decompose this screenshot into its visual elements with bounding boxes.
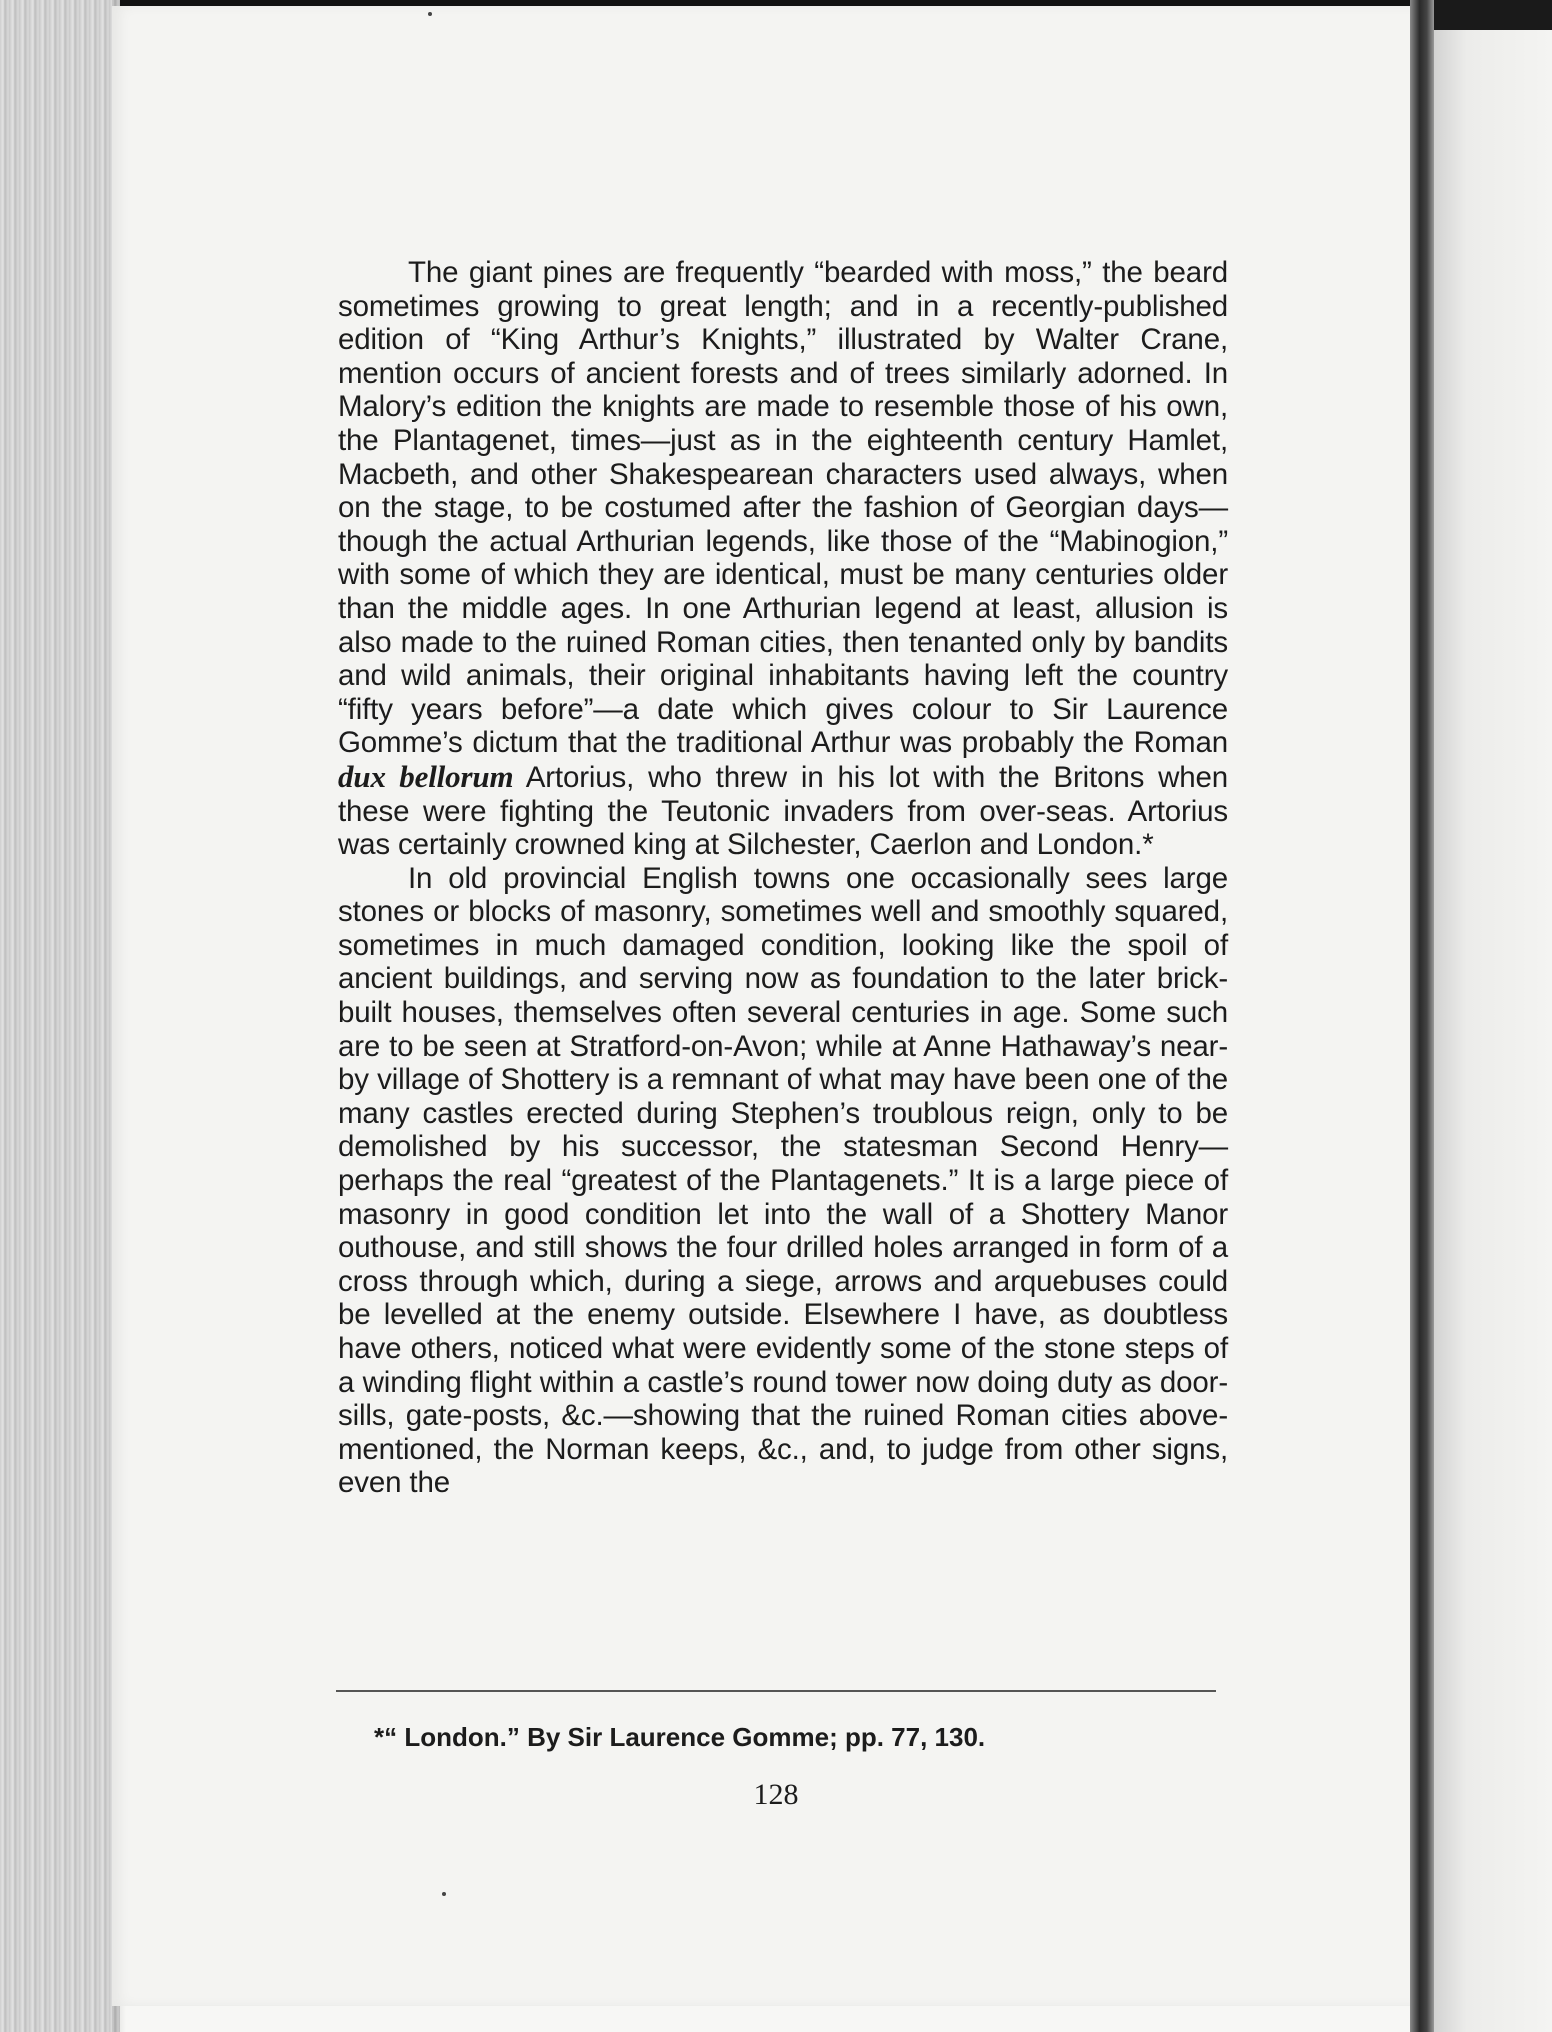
book-gutter: [1410, 0, 1434, 2032]
footnote: *“ London.” By Sir Laurence Gomme; pp. 77, 130.: [374, 1722, 986, 1752]
paragraph-1-text-b: Artorius, who threw in his lot with the Britons when these were fighting the Teutonic invaders from over-seas. Artorius was certainly crowned king at Silchester, Caerlon and London.*: [338, 760, 1229, 862]
body-text: [338, 256, 1228, 1500]
paragraph-1-text-a: The giant pines are frequently “bearded with moss,” the beard sometimes growing to great length; and in a recently-published edition of “King Arthur’s Knights,” illustrated by Walter Crane, mention occurs of ancient forests and of trees similarly adorned. In Malory’s edition the knights are made to resemble those of his own, the Plantagenet, times—just as in the eighteenth century Hamlet, Macbeth, and other Shakespearean characters used always, when on the stage, to be costumed after the fashion of Georgian days—though the actual Arthurian legends, like those of the “Mabinogion,” with some of which they are identical, must be many centuries older than the middle ages. In one Arthurian legend at least, allusion is also made to the ruined Roman cities, then tenanted only by bandits and wild animals, their original inhabitants having left the country “fifty years before”—a date which gives colour to Sir Laurence Gomme’s dictum that the traditional Arthur was probably the Roman: [338, 256, 1228, 760]
facing-page-edge: [1430, 30, 1552, 2032]
dust-speck: [442, 1892, 446, 1896]
footnote-rule: [336, 1690, 1216, 1692]
paragraph-1: [338, 256, 1228, 862]
italic-phrase: dux bellorum: [338, 758, 514, 794]
scan-border-top-right: [1430, 0, 1552, 34]
page-number: 128: [753, 1778, 799, 1811]
page-edges: [0, 0, 120, 2032]
dust-speck: [428, 12, 432, 16]
paragraph-2: In old provincial English towns one occasionally sees large stones or blocks of masonry, sometimes well and smoothly squared, sometimes in much damaged condition, looking like the spoil of ancient buildings, and serving now as foundation to the later brick-built houses, themselves often several centuries in age. Some such are to be seen at Stratford-on-Avon; while at Anne Hathaway’s near-by village of Shottery is a remnant of what may have been one of the many castles erected during Stephen’s troublous reign, only to be demolished by his successor, the statesman Second Henry—perhaps the real “greatest of the Plantagenets.” It is a large piece of masonry in good condition let into the wall of a Shottery Manor outhouse, and still shows the four drilled holes arranged in form of a cross through which, during a siege, arrows and arquebuses could be levelled at the enemy outside. Elsewhere I have, as doubtless have others, noticed what were evidently some of the stone steps of a winding flight within a castle’s round tower now doing duty as door-sills, gate-posts, &c.—showing that the ruined Roman cities above-mentioned, the Norman keeps, &c., and, to judge from other signs, even the: [338, 861, 1228, 1500]
